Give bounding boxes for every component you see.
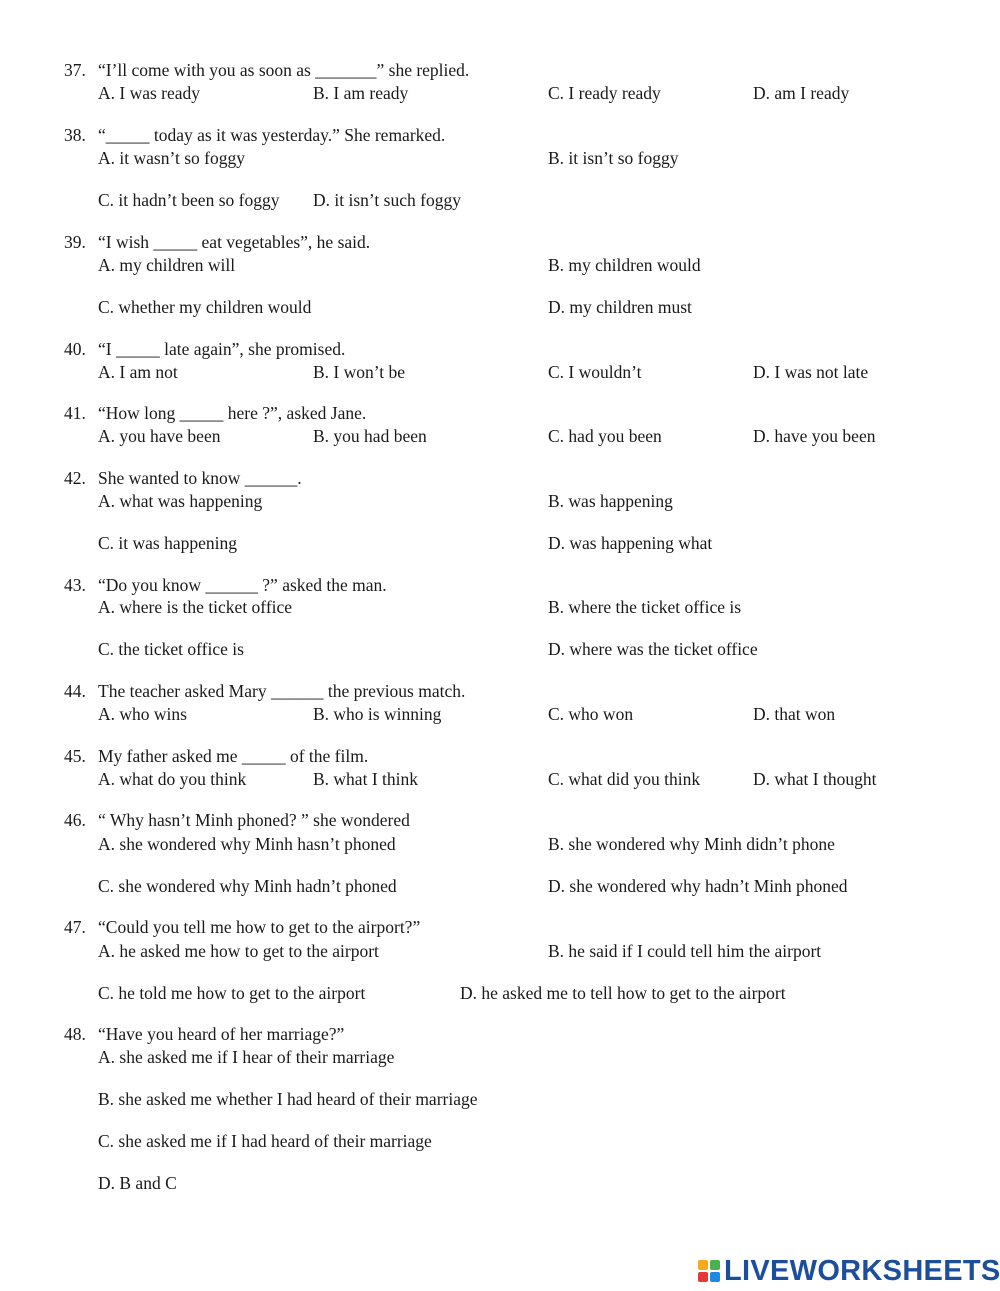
question-number: 39. — [64, 232, 86, 252]
option-b[interactable]: B. I am ready — [313, 83, 409, 103]
question-stem: “Could you tell me how to get to the airport?” — [98, 917, 421, 937]
question-stem: My father asked me _____ of the film. — [98, 746, 369, 766]
option-b[interactable]: B. my children would — [548, 255, 701, 275]
option-a[interactable]: A. what was happening — [98, 491, 263, 511]
option-a[interactable]: A. I am not — [98, 362, 178, 382]
option-a[interactable]: A. she asked me if I hear of their marriage — [98, 1047, 395, 1067]
option-d[interactable]: D. where was the ticket office — [548, 639, 758, 659]
option-d[interactable]: D. what I thought — [753, 769, 877, 789]
question-stem: The teacher asked Mary ______ the previous match. — [98, 681, 466, 701]
question-number: 48. — [64, 1024, 86, 1044]
option-c[interactable]: C. she wondered why Minh hadn’t phoned — [98, 876, 397, 896]
option-c[interactable]: C. it was happening — [98, 533, 238, 553]
option-b[interactable]: B. it isn’t so foggy — [548, 148, 679, 168]
logo-text: LIVEWORKSHEETS — [724, 1254, 1000, 1287]
question-stem: “Do you know ______ ?” asked the man. — [98, 575, 387, 595]
logo-block — [698, 1260, 708, 1270]
logo-block — [710, 1272, 720, 1282]
question-stem: “How long _____ here ?”, asked Jane. — [98, 403, 367, 423]
question-number: 40. — [64, 339, 86, 359]
option-c[interactable]: C. it hadn’t been so foggy — [98, 190, 280, 210]
question-stem: “I’ll come with you as soon as _______” she replied. — [98, 60, 470, 80]
option-a[interactable]: A. I was ready — [98, 83, 201, 103]
question-stem: “Have you heard of her marriage?” — [98, 1024, 345, 1044]
question-stem: “ Why hasn’t Minh phoned? ” she wondered — [98, 810, 410, 830]
option-c[interactable]: C. whether my children would — [98, 297, 312, 317]
option-c[interactable]: C. who won — [548, 704, 634, 724]
logo-block — [698, 1272, 708, 1282]
option-b[interactable]: B. you had been — [313, 426, 427, 446]
option-b[interactable]: B. she asked me whether I had heard of their marriage — [98, 1089, 478, 1109]
option-b[interactable]: B. I won’t be — [313, 362, 406, 382]
question-stem: “I wish _____ eat vegetables”, he said. — [98, 232, 371, 252]
option-d[interactable]: D. she wondered why hadn’t Minh phoned — [548, 876, 848, 896]
question-number: 37. — [64, 60, 86, 80]
option-d[interactable]: D. B and C — [98, 1173, 177, 1193]
option-c[interactable]: C. he told me how to get to the airport — [98, 983, 366, 1003]
option-d[interactable]: D. he asked me to tell how to get to the airport — [460, 983, 786, 1003]
question-number: 38. — [64, 125, 86, 145]
option-c[interactable]: C. I ready ready — [548, 83, 661, 103]
option-b[interactable]: B. what I think — [313, 769, 418, 789]
question-number: 41. — [64, 403, 86, 423]
option-d[interactable]: D. have you been — [753, 426, 876, 446]
question-number: 47. — [64, 917, 86, 937]
question-number: 45. — [64, 746, 86, 766]
option-a[interactable]: A. he asked me how to get to the airport — [98, 941, 379, 961]
option-b[interactable]: B. she wondered why Minh didn’t phone — [548, 834, 835, 854]
option-b[interactable]: B. who is winning — [313, 704, 442, 724]
option-a[interactable]: A. it wasn’t so foggy — [98, 148, 245, 168]
liveworksheets-logo — [698, 1253, 1000, 1289]
option-b[interactable]: B. where the ticket office is — [548, 597, 742, 617]
option-a[interactable]: A. my children will — [98, 255, 236, 275]
option-d[interactable]: D. it isn’t such foggy — [313, 190, 461, 210]
option-a[interactable]: A. who wins — [98, 704, 187, 724]
question-stem: “I _____ late again”, she promised. — [98, 339, 346, 359]
question-stem: She wanted to know ______. — [98, 468, 302, 488]
option-d[interactable]: D. that won — [753, 704, 836, 724]
option-a[interactable]: A. where is the ticket office — [98, 597, 293, 617]
option-c[interactable]: C. I wouldn’t — [548, 362, 642, 382]
option-b[interactable]: B. was happening — [548, 491, 673, 511]
option-c[interactable]: C. the ticket office is — [98, 639, 244, 659]
logo-block — [710, 1260, 720, 1270]
option-c[interactable]: C. had you been — [548, 426, 662, 446]
logo-blocks-icon — [698, 1260, 720, 1282]
option-c[interactable]: C. what did you think — [548, 769, 701, 789]
option-d[interactable]: D. my children must — [548, 297, 692, 317]
question-stem: “_____ today as it was yesterday.” She remarked. — [98, 125, 446, 145]
question-number: 46. — [64, 810, 86, 830]
question-number: 42. — [64, 468, 86, 488]
option-c[interactable]: C. she asked me if I had heard of their marriage — [98, 1131, 432, 1151]
option-a[interactable]: A. what do you think — [98, 769, 247, 789]
option-d[interactable]: D. was happening what — [548, 533, 713, 553]
option-d[interactable]: D. I was not late — [753, 362, 869, 382]
option-b[interactable]: B. he said if I could tell him the airport — [548, 941, 822, 961]
question-number: 44. — [64, 681, 86, 701]
option-d[interactable]: D. am I ready — [753, 83, 850, 103]
question-number: 43. — [64, 575, 86, 595]
option-a[interactable]: A. you have been — [98, 426, 221, 446]
option-a[interactable]: A. she wondered why Minh hasn’t phoned — [98, 834, 396, 854]
